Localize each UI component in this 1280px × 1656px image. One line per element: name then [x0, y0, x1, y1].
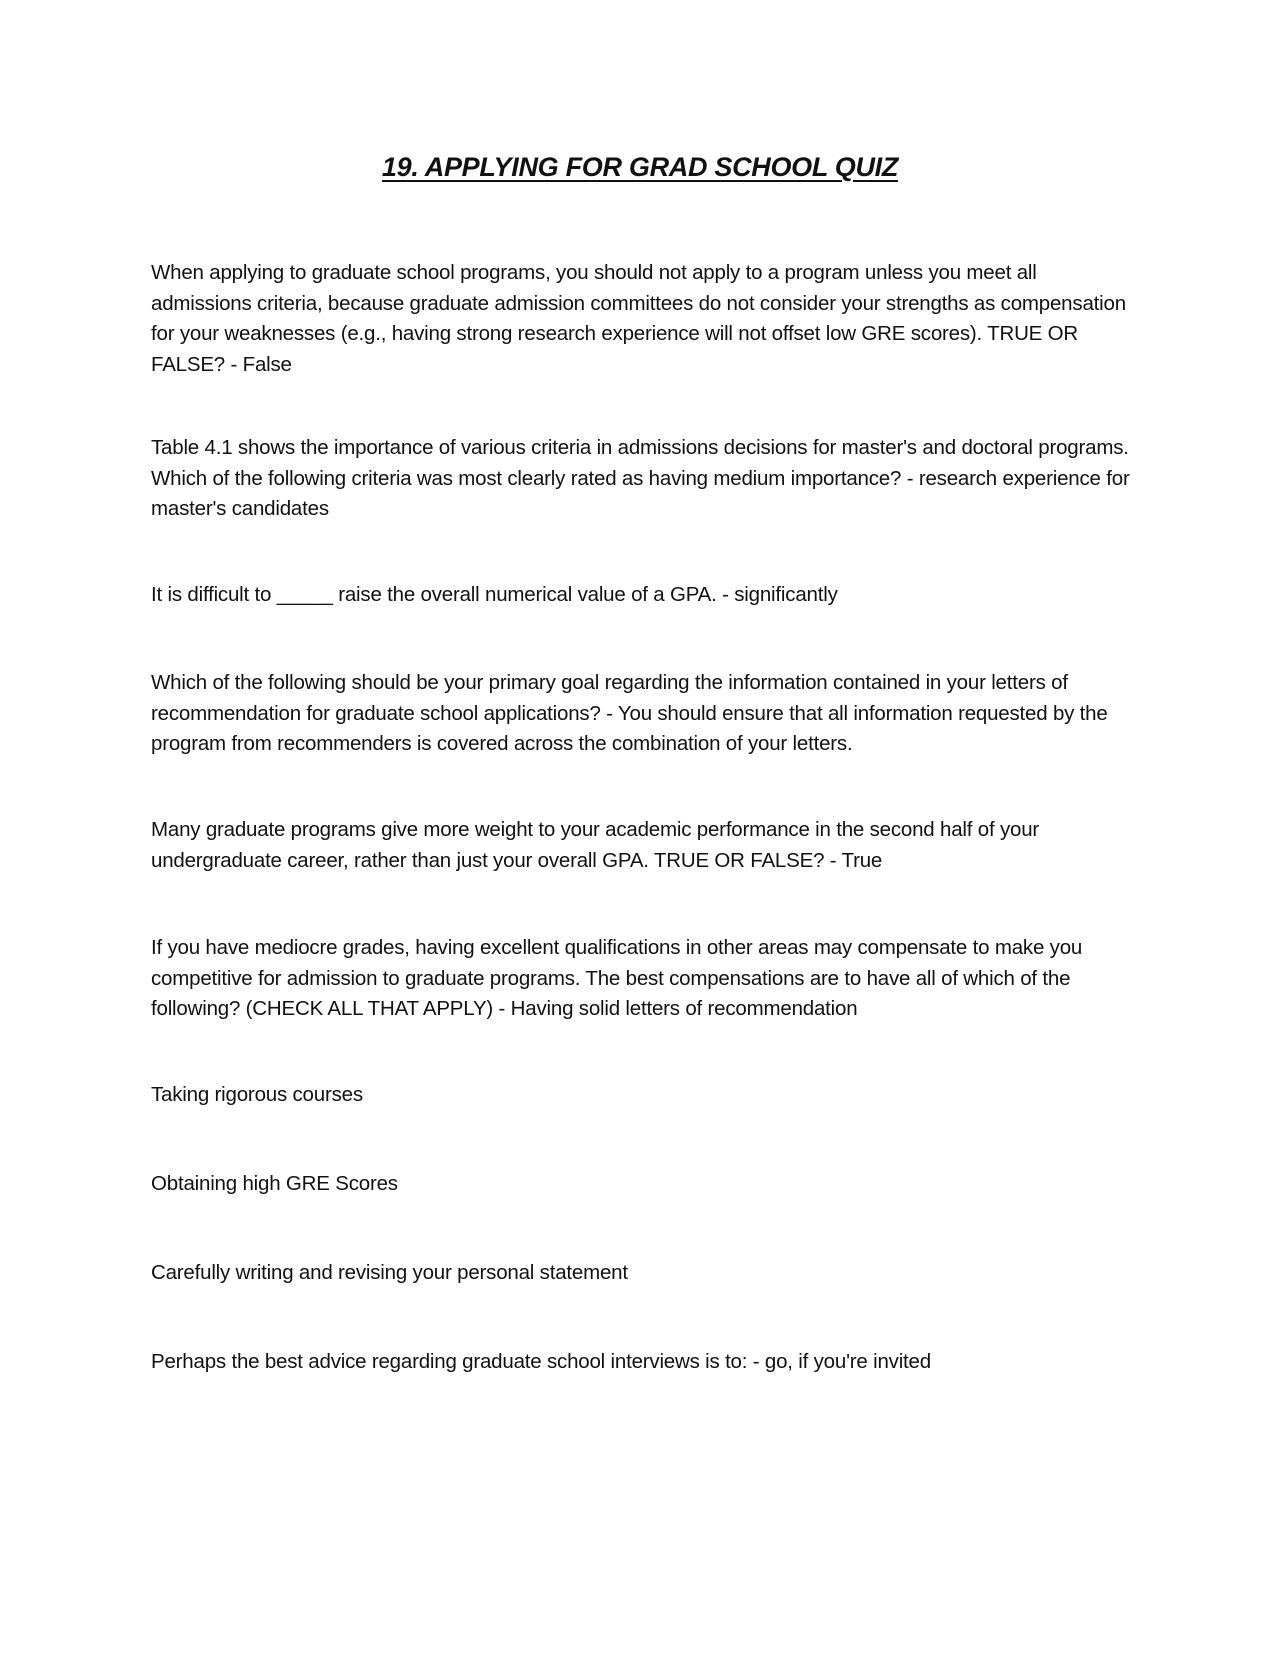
quiz-paragraph-7: Taking rigorous courses [151, 1083, 363, 1106]
quiz-paragraph-10: Perhaps the best advice regarding graduate school interviews is to: - go, if you're invited [151, 1350, 931, 1373]
quiz-paragraph-5: Many graduate programs give more weight to your academic performance in the second half of your undergraduate career, rather than just your overall GPA. TRUE OR FALSE? - True [151, 818, 1040, 872]
quiz-paragraph-2: Table 4.1 shows the importance of various criteria in admissions decisions for master's and doctoral programs. Which of the following criteria was most clearly rated as having medium importance? - research experience for master's candidates [151, 436, 1130, 520]
quiz-paragraph-3: It is difficult to _____ raise the overall numerical value of a GPA. - significantly [151, 583, 838, 606]
quiz-paragraph-6: If you have mediocre grades, having excellent qualifications in other areas may compensate to make you competitive for admission to graduate programs. The best compensations are to have all of which of the following? (CHECK ALL THAT APPLY) - Having solid letters of recommendation [151, 936, 1083, 1020]
quiz-paragraph-9: Carefully writing and revising your personal statement [151, 1261, 628, 1284]
quiz-paragraph-1: When applying to graduate school programs, you should not apply to a program unless you meet all admissions criteria, because graduate admission committees do not consider your strengths as compensation for your weaknesses (e.g., having strong research experience will not offset low GRE scores). TRUE OR FALSE? - False [151, 261, 1126, 376]
page-title: 19. APPLYING FOR GRAD SCHOOL QUIZ [381, 152, 899, 182]
quiz-paragraph-4: Which of the following should be your primary goal regarding the information contained in your letters of recommendation for graduate school applications? - You should ensure that all information requested by the program from recommenders is covered across the combination of your letters. [151, 671, 1108, 755]
quiz-paragraph-8: Obtaining high GRE Scores [151, 1172, 398, 1195]
